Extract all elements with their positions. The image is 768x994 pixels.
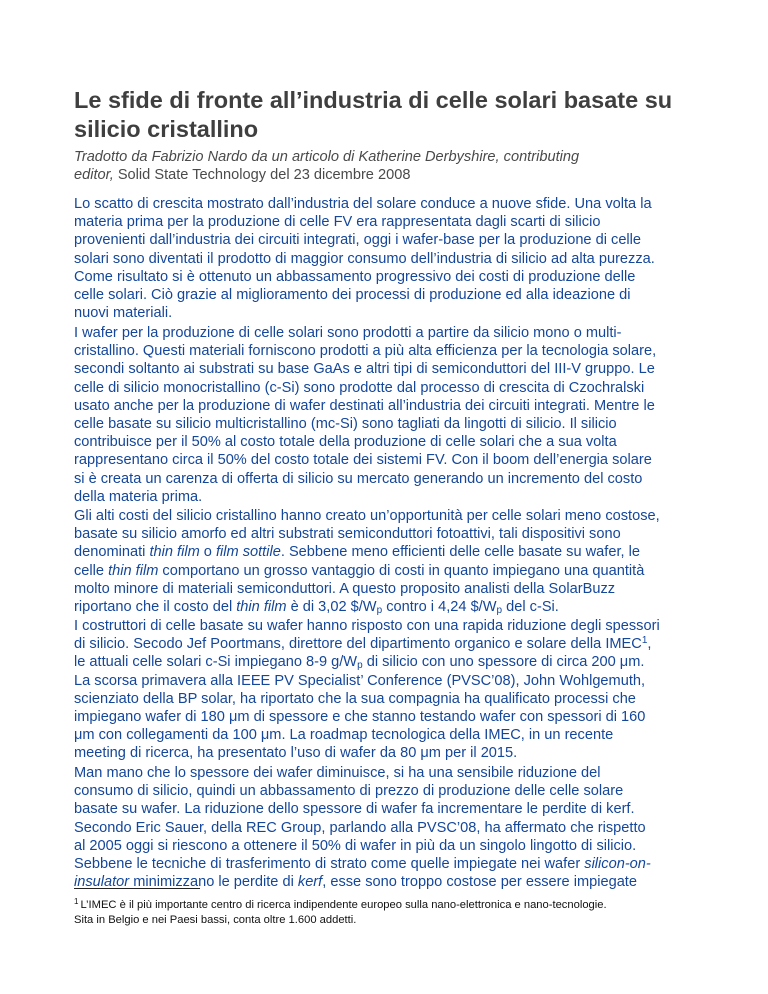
text-line: si è creata un carenza di offerta di silicio su mercato generando un incremento del costo: [74, 470, 643, 487]
text-line: molto minore di materiali semiconduttori. A questo proposito analisti della SolarBuzz: [74, 580, 616, 597]
text-line: di silicio. Secodo Jef Poortmans, direttore del dipartimento organico e solare della IMEC$^1$,: [74, 635, 652, 653]
footnote-ref[interactable]: 1: [641, 635, 648, 647]
subscript: p: [376, 605, 383, 617]
emphasis: thin film: [236, 599, 287, 616]
text-line: Man mano che lo spessore dei wafer diminuisce, si ha una sensibile riduzione del: [74, 765, 601, 781]
text-line: provenienti dall’industria dei circuiti integrati, oggi i wafer-base per la produzione di celle: [74, 232, 642, 249]
footnote-line: Sita in Belgio e nei Paesi bassi, conta oltre 1.600 addetti.: [74, 914, 357, 926]
text-line: nuovi materiali.: [74, 305, 173, 322]
text-line: Sebbene le tecniche di trasferimento di strato come quelle impiegate nei wafer silicon-on-: [74, 856, 651, 873]
emphasis: insulator: [74, 874, 130, 891]
text-line: celle solari. Ciò grazie al miglioramento dei processi di produzione ed alla ideazione di: [74, 287, 631, 304]
emphasis: silicon-on-: [584, 856, 651, 873]
paragraph-5: [74, 764, 704, 891]
text-line: Secondo Eric Sauer, della REC Group, parlando alla PVSC’08, ha affermato che rispetto: [74, 819, 646, 836]
footnote-marker: 1: [74, 897, 79, 906]
emphasis: thin film: [149, 544, 200, 561]
text-line: I wafer per la produzione di celle solari sono prodotti a partire da silicio mono o multi-: [74, 325, 622, 341]
document-title: [74, 86, 714, 144]
text-line: contribuisce per il 50% al costo totale della produzione di celle solari che a sua volta: [74, 434, 617, 451]
text-line: I costruttori di celle basate su wafer hanno risposto con una rapida riduzione degli spessori: [74, 618, 660, 634]
text-line: consumo di silicio, quindi un abbassamento di prezzo di produzione delle celle solare: [74, 783, 624, 800]
text-line: basate su wafer. La riduzione dello spessore di wafer fa incrementare le perdite di kerf.: [74, 801, 635, 818]
text-line: impiegano wafer di 180 μm di spessore e che stanno testando wafer con spessori di 160: [74, 709, 646, 726]
text-line: cristallino. Questi materiali forniscono prodotti a più alta efficienza per la tecnologia solare,: [74, 343, 657, 360]
emphasis: film sottile: [215, 544, 281, 561]
text-line: Come risultato si è ottenuto un abbassamento progressivo dei costi di produzione delle: [74, 268, 636, 285]
text-line: celle di silicio monocristallino (c-Si) sono prodotte dal processo di crescita di Czochralski: [74, 379, 645, 396]
emphasis: thin film: [108, 562, 159, 579]
subscript: p: [357, 660, 363, 672]
text-line: basate su silicio amorfo ed altri substrati semiconduttori fotoattivi, tali dispositivi sono: [74, 526, 621, 543]
title-line: silicio cristallino: [74, 116, 259, 142]
text-line: Lo scatto di crescita mostrato dall’industria del solare conduce a nuove sfide. Una volta la: [74, 196, 652, 212]
emphasis: kerf: [297, 874, 323, 891]
text-line: celle thin film comportano un grosso vantaggio di costi in quanto impiegano una quantità: [74, 562, 645, 579]
text-line: al 2005 oggi si riescono a ottenere il 50% di wafer in più da un singolo lingotto di silicio.: [74, 837, 637, 854]
text-line: rappresentano circa il 50% del costo totale dei sistemi FV. Con il boom dell’energia solare: [74, 452, 652, 469]
text-line: La scorsa primavera alla IEEE PV Specialist’ Conference (PVSC’08), John Wohlgemuth,: [74, 672, 646, 689]
footnote-line: $^1$ L’IMEC è il più importante centro di ricerca indipendente europeo sulla nano-elettronica e nano-tecnologie.: [74, 897, 607, 911]
paragraph-1: [74, 195, 704, 322]
byline: [74, 148, 714, 184]
byline-line: Tradotto da Fabrizio Nardo da un articolo di Katherine Derbyshire, contributing: [74, 149, 580, 165]
text-line: denominati thin film o film sottile. Sebbene meno efficienti delle celle basate su wafer, le: [74, 544, 640, 561]
paragraph-3: [74, 507, 704, 616]
text-line: meeting di ricerca, ha presentato l’uso di wafer da 80 μm per il 2015.: [74, 745, 518, 762]
byline-line: [74, 166, 714, 184]
title-line: Le sfide di fronte all’industria di celle solari basate su: [74, 87, 673, 113]
text-line: μm con collegamenti da 100 μm. La roadmap tecnologica della IMEC, in un recente: [74, 727, 614, 744]
text-line: celle basate su silicio multicristallino (mc-Si) sono tagliati da lingotti di silicio. Il silicio: [74, 416, 617, 433]
text-line: riportano che il costo del thin film è di 3,02 $\$/W_p$ contro i 4,24 $\$/W_p$ del c-Si.: [74, 599, 559, 617]
paragraph-4: [74, 617, 704, 763]
byline-editor: editor,: [74, 167, 114, 183]
subscript: p: [496, 605, 503, 617]
footnote: [74, 898, 714, 928]
byline-source: Solid State Technology del 23 dicembre 2008: [117, 167, 411, 183]
text-line: usato anche per la produzione di wafer destinati all’industria dei circuiti integrati. Mentre le: [74, 397, 655, 414]
text-line: le attuali celle solari c-Si impiegano 8-9 $g/W_p$ di silicio con uno spessore di circa 200 μm.: [74, 654, 645, 672]
text-line: della materia prima.: [74, 488, 203, 505]
text-line: Gli alti costi del silicio cristallino hanno creato un’opportunità per celle solari meno costose,: [74, 508, 660, 524]
text-line: secondi soltanto ai substrati su base GaAs e altri tipi di semiconduttori del III-V gruppo. Le: [74, 361, 655, 378]
text-line: scienziato della BP solar, ha riportato che la sua compagnia ha qualificato processi che: [74, 690, 636, 707]
text-line: insulator minimizzano le perdite di kerf, esse sono troppo costose per essere impiegate: [74, 874, 637, 891]
text-line: solari sono diventati il prodotto di maggior consumo dell’industria di silicio ad alta purezza.: [74, 250, 655, 267]
paragraph-2: [74, 324, 704, 506]
footnote-separator: [74, 888, 200, 889]
text-line: materia prima per la produzione di celle FV era rappresentata dagli scarti di silicio: [74, 214, 601, 231]
